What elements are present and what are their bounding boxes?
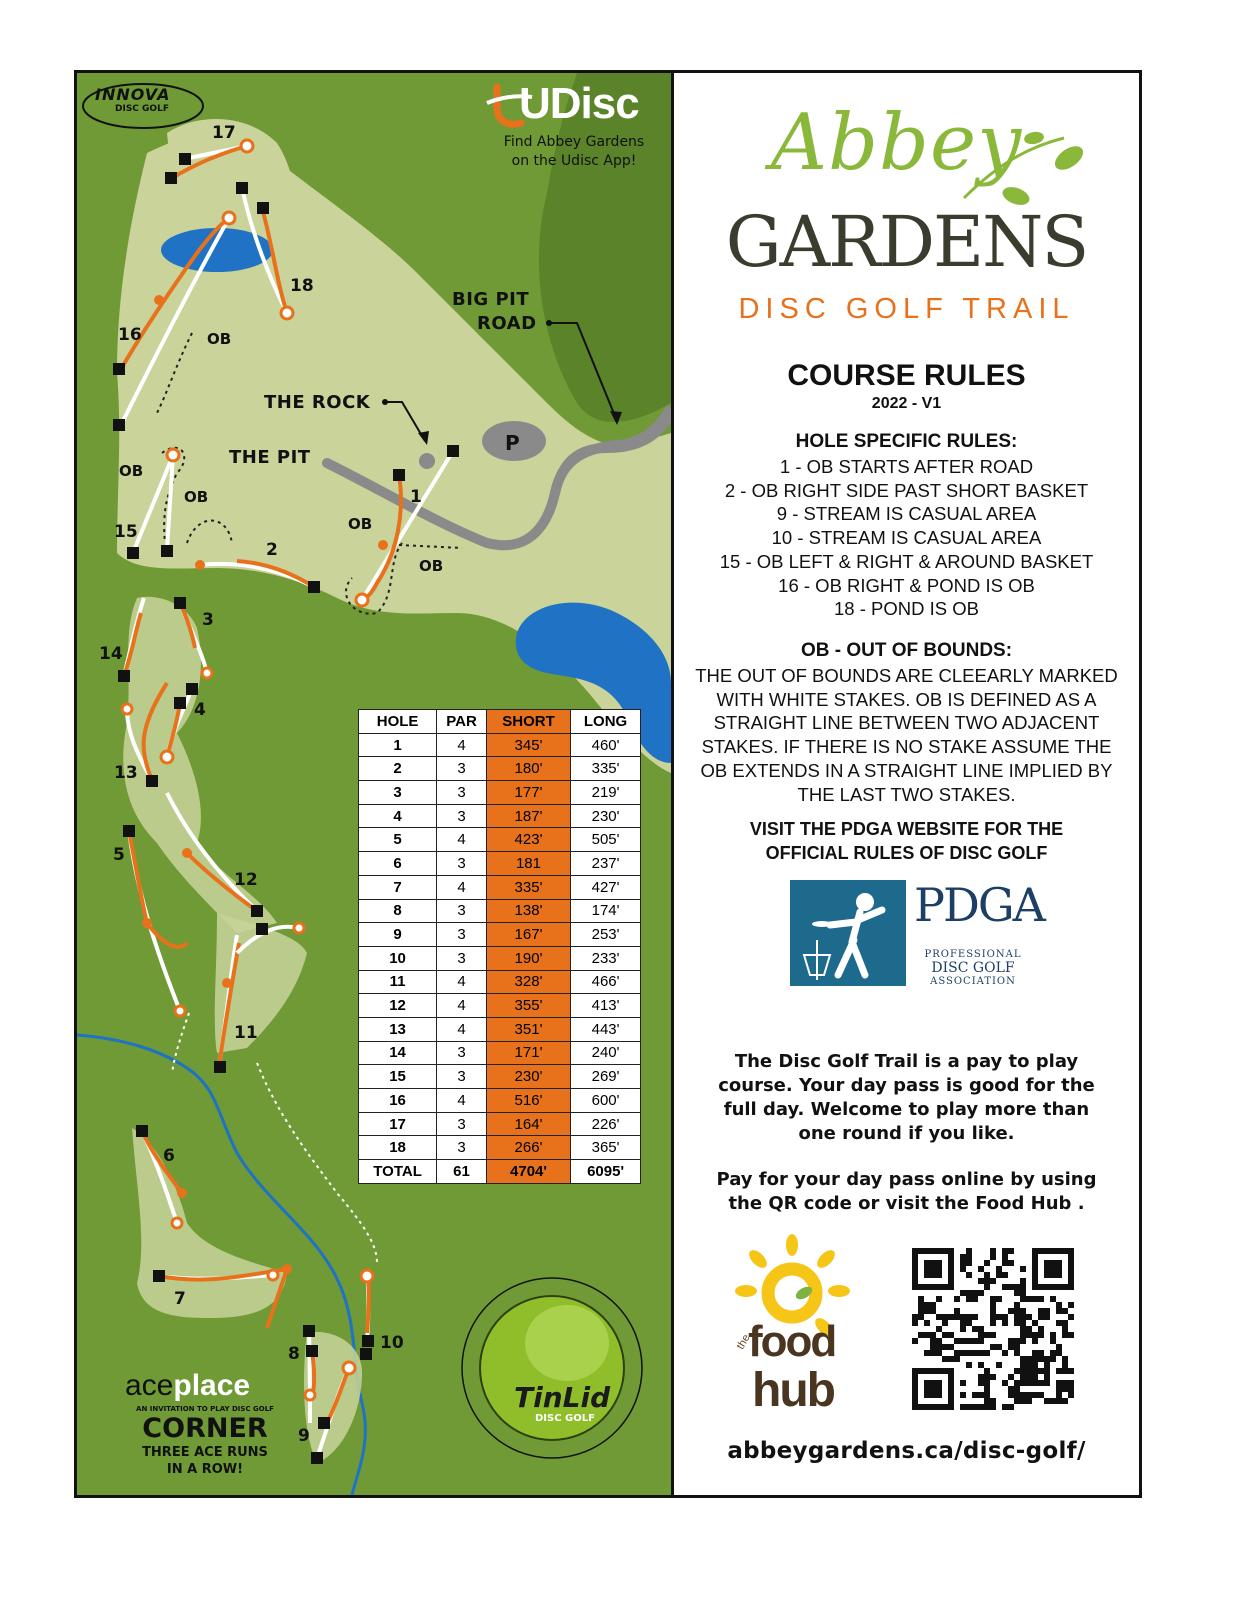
ob-label: OB [419,557,444,575]
aceplace-place: place [173,1369,251,1402]
hole-rules-line: 2 - OB RIGHT SIDE PAST SHORT BASKET [724,479,1089,501]
cell-hole: 13 [359,1017,437,1041]
ob-label: OB [184,488,209,506]
hole-label-17: 17 [212,123,236,143]
total-long: 6095' [571,1160,641,1184]
table-row [359,1089,641,1113]
ob-label: OB [348,515,373,533]
ob-text-line: THE OUT OF BOUNDS ARE CLEEARLY MARKED [695,665,1118,686]
cell-hole: 17 [359,1112,437,1136]
cell-hole: 8 [359,899,437,923]
cell-par: 3 [437,1041,487,1065]
qr-code[interactable] [912,1248,1074,1410]
cell-short: 328' [486,970,570,994]
hole-rules-line: 16 - OB RIGHT & POND IS OB [778,574,1035,596]
cell-hole: 10 [359,946,437,970]
hole-label-11: 11 [234,1023,258,1043]
hole-label-16: 16 [118,325,142,345]
cell-short: 266' [486,1136,570,1160]
cell-par: 4 [437,1089,487,1113]
ob-text-line: STAKES. IF THERE IS NO STAKE ASSUME THE [701,736,1112,758]
website-link[interactable]: abbeygardens.ca/disc-golf/ [727,1438,1086,1464]
cell-long: 427' [571,875,641,899]
cell-long: 237' [571,852,641,876]
cell-short: 187' [486,804,570,828]
hole-label-6: 6 [163,1146,175,1166]
cell-par: 3 [437,1112,487,1136]
hole-label-9: 9 [298,1426,310,1446]
ob-text-line: OB EXTENDS IN A STRAIGHT LINE IMPLIED BY [700,759,1113,781]
pay-text-line: The Disc Golf Trail is a pay to play [734,1051,1079,1072]
cell-par: 4 [437,994,487,1018]
hole-label-14: 14 [99,644,123,664]
food-hub-hub: hub [752,1364,834,1417]
cell-hole: 1 [359,733,437,757]
cell-long: 226' [571,1112,641,1136]
header-hole: HOLE [359,710,437,734]
logo-subtitle: DISC GOLF TRAIL [738,293,1075,325]
cell-hole: 14 [359,1041,437,1065]
udisc-caption-line2: on the Udisc App! [511,153,637,169]
hole-label-10: 10 [380,1333,404,1353]
pay-text-line: one round if you like. [798,1123,1015,1144]
pay-text [674,1050,1139,1146]
cell-long: 240' [571,1041,641,1065]
aceplace-corner: CORNER [142,1413,268,1444]
tinlid-logo-sub: DISC GOLF [535,1413,595,1424]
rules-title: COURSE RULES [787,359,1026,392]
hole-label-12: 12 [234,870,258,890]
ob-heading: OB - OUT OF BOUNDS: [800,640,1013,661]
cell-short: 345' [486,733,570,757]
cell-short: 335' [486,875,570,899]
ob-text [674,664,1139,806]
hole-label-2: 2 [266,540,278,560]
pdga-logo-text: PDGA [914,878,1044,932]
cell-par: 3 [437,923,487,947]
cell-long: 466' [571,970,641,994]
cell-short: 351' [486,1017,570,1041]
total-row [359,1160,641,1184]
table-row [359,970,641,994]
pdga-sub1: PROFESSIONAL [924,949,1022,960]
cell-hole: 18 [359,1136,437,1160]
total-hole: TOTAL [359,1160,437,1184]
logo-gardens: GARDENS [725,201,1088,283]
tinlid-disc-highlight [525,1305,609,1381]
table-row [359,1017,641,1041]
hole-label-13: 13 [114,763,138,783]
hole-rules-line: 9 - STREAM IS CASUAL AREA [776,503,1037,525]
cell-short: 355' [486,994,570,1018]
hole-label-5: 5 [113,845,125,865]
cell-par: 3 [437,1065,487,1089]
cell-long: 505' [571,828,641,852]
cell-short: 164' [486,1112,570,1136]
tinlid-ring-text [462,1473,642,1474]
cell-short: 181 [486,852,570,876]
pay-online-line: Pay for your day pass online by using [716,1169,1097,1190]
table-row [359,1136,641,1160]
pay-online-text [674,1168,1139,1216]
cell-short: 190' [486,946,570,970]
cell-par: 4 [437,733,487,757]
cell-par: 4 [437,828,487,852]
aceplace-logo [125,1369,250,1403]
cell-hole: 7 [359,875,437,899]
cell-long: 335' [571,757,641,781]
ob-label: OB [207,330,232,348]
table-row [359,946,641,970]
cell-par: 3 [437,1136,487,1160]
hole-label-18: 18 [290,276,314,296]
hole-rules-line: 1 - OB STARTS AFTER ROAD [779,456,1034,477]
aceplace-line2: IN A ROW! [166,1462,244,1477]
ob-label: OB [119,462,144,480]
pdga-visit-line1: VISIT THE PDGA WEBSITE FOR THE [749,819,1064,839]
table-row [359,1041,641,1065]
the-rock [419,453,435,469]
logo-abbey: Abbey [770,98,1023,188]
cell-short: 230' [486,1065,570,1089]
cell-short: 180' [486,757,570,781]
cell-par: 3 [437,757,487,781]
label-big-pit-road-1: BIG PIT [452,289,530,310]
cell-short: 138' [486,899,570,923]
scorecard-table [358,709,641,1184]
cell-short: 423' [486,828,570,852]
total-short: 4704' [486,1160,570,1184]
food-hub-food: food [748,1317,836,1366]
cell-par: 3 [437,899,487,923]
cell-long: 219' [571,781,641,805]
header-par: PAR [437,710,487,734]
cell-long: 253' [571,923,641,947]
cell-hole: 4 [359,804,437,828]
table-row [359,733,641,757]
cell-hole: 16 [359,1089,437,1113]
hole-rules-line: 10 - STREAM IS CASUAL AREA [771,527,1042,549]
cell-hole: 9 [359,923,437,947]
cell-long: 269' [571,1065,641,1089]
hole-label-7: 7 [174,1289,186,1309]
cell-hole: 5 [359,828,437,852]
pdga-visit-line2: OFFICIAL RULES OF DISC GOLF [765,843,1048,863]
udisc-logo: UDisc [519,79,639,128]
table-row [359,899,641,923]
cell-par: 3 [437,804,487,828]
hole-label-15: 15 [114,522,138,542]
aceplace-tagline: AN INVITATION TO PLAY DISC GOLF [136,1405,274,1413]
pay-text-line: full day. Welcome to play more than [723,1099,1090,1120]
table-row [359,757,641,781]
parking-label: P [505,431,520,455]
cell-hole: 6 [359,852,437,876]
table-row [359,804,641,828]
cell-long: 230' [571,804,641,828]
label-the-rock: THE ROCK [264,392,371,413]
pdga-sub2: DISC GOLF [931,960,1015,976]
cell-long: 460' [571,733,641,757]
table-row [359,852,641,876]
cell-short: 516' [486,1089,570,1113]
table-row [359,1065,641,1089]
cell-par: 4 [437,970,487,994]
pdga-sub3: ASSOCIATION [930,976,1016,987]
innova-logo: INNOVA [95,85,171,104]
hole-label-3: 3 [202,610,214,630]
cell-hole: 12 [359,994,437,1018]
label-big-pit-road-2: ROAD [477,313,537,334]
innova-logo-sub: DISC GOLF [115,104,169,114]
cell-short: 177' [486,781,570,805]
total-par: 61 [437,1160,487,1184]
cell-short: 167' [486,923,570,947]
hole-label-4: 4 [194,700,206,720]
table-row [359,781,641,805]
cell-par: 3 [437,781,487,805]
cell-long: 600' [571,1089,641,1113]
ob-text-line: THE LAST TWO STAKES. [797,783,1016,805]
aceplace-line1: THREE ACE RUNS [142,1445,268,1460]
cell-hole: 3 [359,781,437,805]
cell-long: 413' [571,994,641,1018]
hole-label-8: 8 [288,1344,300,1364]
udisc-caption-line1: Find Abbey Gardens [503,134,645,150]
pay-text-line: course. Your day pass is good for the [718,1075,1095,1096]
hole-rules-line: 15 - OB LEFT & RIGHT & AROUND BASKET [719,550,1094,572]
table-row [359,1112,641,1136]
cell-short: 171' [486,1041,570,1065]
cell-par: 4 [437,1017,487,1041]
cell-par: 3 [437,852,487,876]
cell-hole: 11 [359,970,437,994]
info-panel [674,73,1139,1495]
cell-long: 174' [571,899,641,923]
food-hub-the: the [734,1332,753,1352]
cell-par: 3 [437,946,487,970]
scorecard-header-row [359,710,641,734]
cell-long: 443' [571,1017,641,1041]
pdga-logo-icon [790,880,906,986]
ob-text-line: STRAIGHT LINE BETWEEN TWO ADJACENT [713,712,1100,734]
rules-version: 2022 - V1 [871,395,942,412]
header-long: LONG [571,710,641,734]
table-row [359,875,641,899]
hole-label-1: 1 [410,487,422,507]
hole-rules-heading: HOLE SPECIFIC RULES: [795,431,1018,452]
table-row [359,828,641,852]
callout-arrows [377,313,647,453]
cell-par: 4 [437,875,487,899]
hole-rules-line: 18 - POND IS OB [834,598,979,620]
hole-rules-list [674,455,1139,621]
cell-hole: 15 [359,1065,437,1089]
aceplace-ace: ace [125,1369,174,1402]
label-the-pit: THE PIT [229,447,311,468]
ob-text-line: WITH WHITE STAKES. OB IS DEFINED AS A [716,688,1097,710]
pay-online-line: the QR code or visit the Food Hub . [728,1193,1085,1214]
tinlid-logo: TinLid [514,1381,611,1414]
header-short: SHORT [486,710,570,734]
table-row [359,923,641,947]
qr-code-icon [912,1248,1074,1410]
cell-long: 365' [571,1136,641,1160]
cell-hole: 2 [359,757,437,781]
cell-long: 233' [571,946,641,970]
table-row [359,994,641,1018]
